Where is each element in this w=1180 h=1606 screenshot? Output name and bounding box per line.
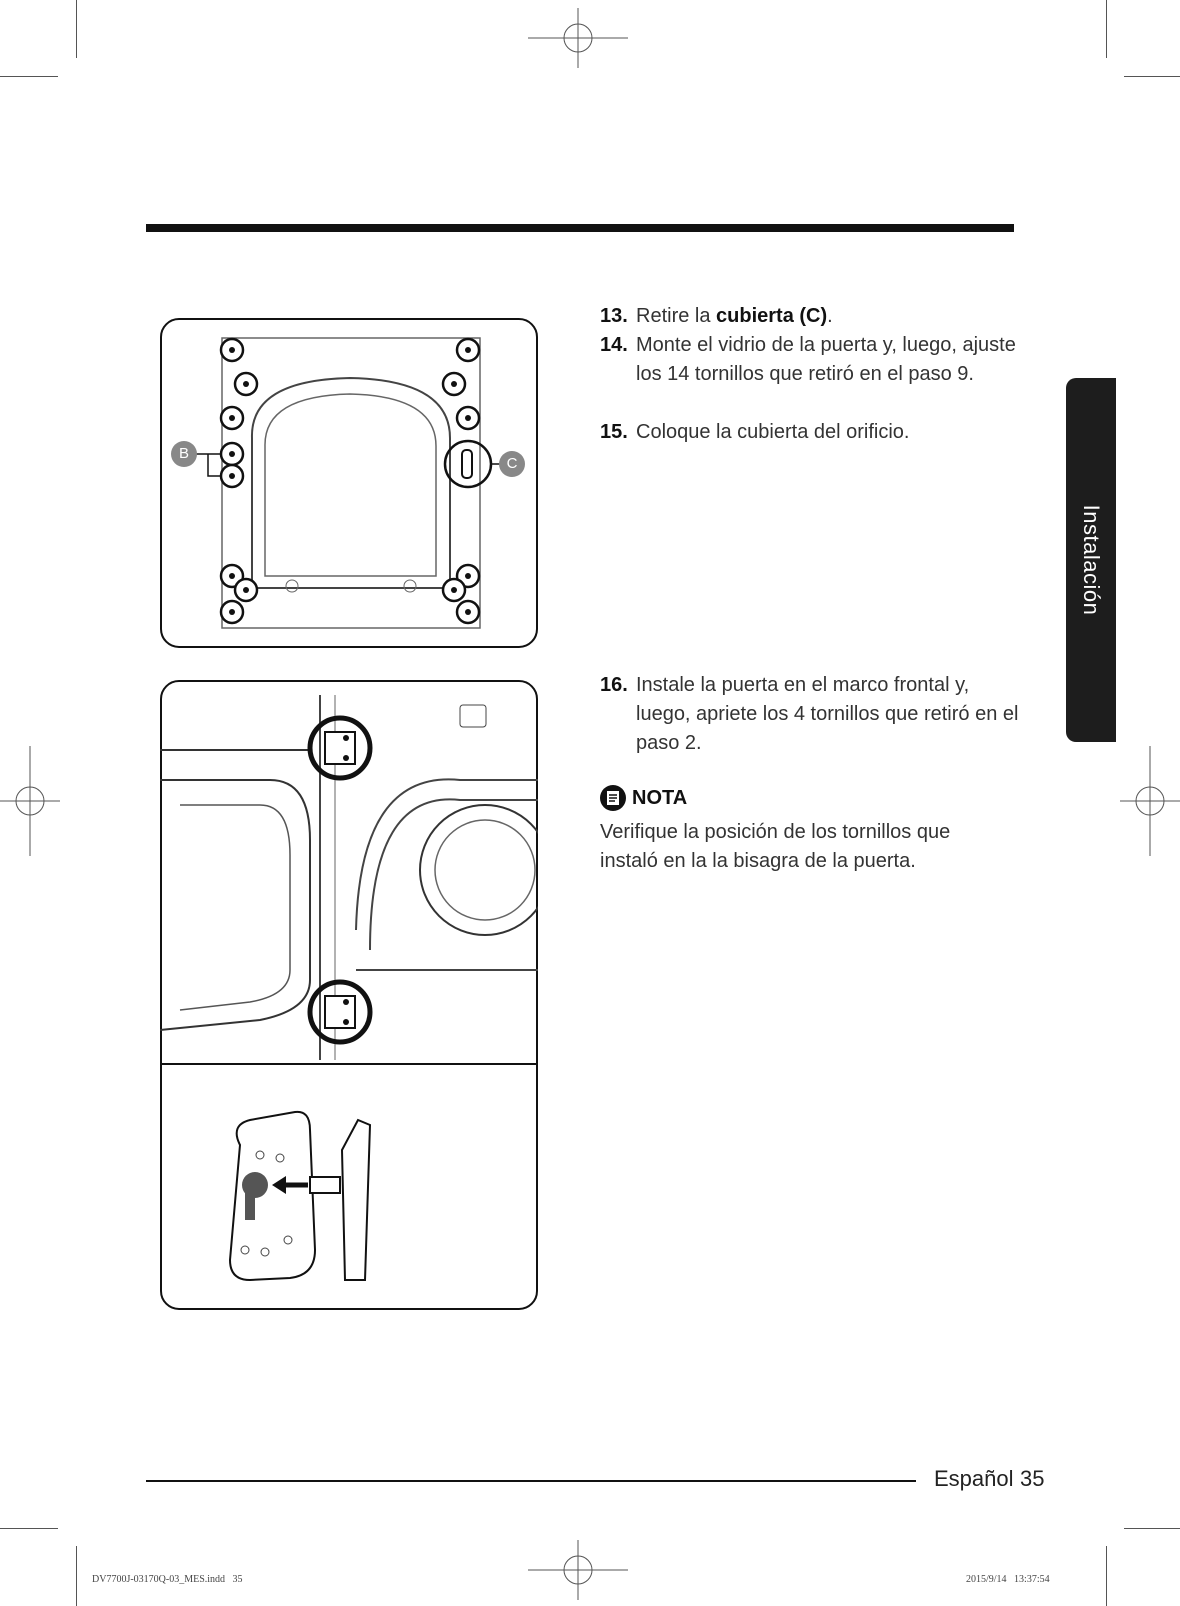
label-c: C	[506, 455, 518, 472]
registration-mark-icon	[1120, 746, 1180, 856]
step-15	[600, 418, 1020, 447]
crop-mark	[0, 76, 58, 77]
step-number: 14.	[600, 334, 628, 356]
print-timestamp: 2015/9/14 13:37:54	[966, 1574, 1050, 1585]
step-text: Retire la	[636, 305, 717, 327]
crop-mark	[76, 1546, 77, 1606]
step-13	[600, 302, 1020, 331]
step-text: .	[827, 305, 833, 327]
footer-language: Español	[934, 1466, 1014, 1491]
step-bold-text: cubierta (C)	[716, 305, 828, 327]
note-icon	[600, 785, 626, 811]
step-number: 13.	[600, 305, 628, 327]
crop-mark	[1124, 76, 1180, 77]
section-side-tab	[1066, 378, 1116, 742]
note-text: Verifique la posición de los tornillos que instaló en la la bisagra de la puerta.	[600, 821, 951, 872]
crop-mark	[1106, 0, 1107, 58]
label-b: B	[178, 445, 189, 462]
crop-mark	[0, 1528, 58, 1529]
registration-mark-icon	[0, 746, 60, 856]
section-rule	[146, 224, 1014, 232]
figure-door-install	[160, 680, 538, 1310]
footer-rule	[146, 1480, 916, 1482]
note-header	[600, 783, 687, 813]
step-number: 15.	[600, 421, 628, 443]
page-number: 35	[1020, 1466, 1045, 1491]
step-text: Monte el vidrio de la puerta y, luego, ajuste los 14 tornillos que retiró en el paso 9.	[636, 334, 1016, 385]
file-name: DV7700J-03170Q-03_MES.indd 35	[92, 1574, 243, 1585]
crop-mark	[1106, 1546, 1107, 1606]
step-16	[600, 671, 1020, 758]
registration-mark-icon	[528, 1540, 628, 1600]
step-text: Instale la puerta en el marco frontal y, luego, apriete los 4 tornillos que retiró en el paso 2.	[636, 674, 1019, 754]
step-number: 16.	[600, 674, 628, 696]
step-text: Coloque la cubierta del orificio.	[636, 421, 910, 443]
note-title: NOTA	[632, 786, 688, 809]
crop-mark	[1124, 1528, 1180, 1529]
figure-door-screws	[160, 318, 538, 648]
step-14	[600, 331, 1020, 389]
registration-mark-icon	[528, 8, 628, 68]
crop-mark	[76, 0, 77, 58]
side-tab-label: Instalación	[1079, 504, 1104, 616]
